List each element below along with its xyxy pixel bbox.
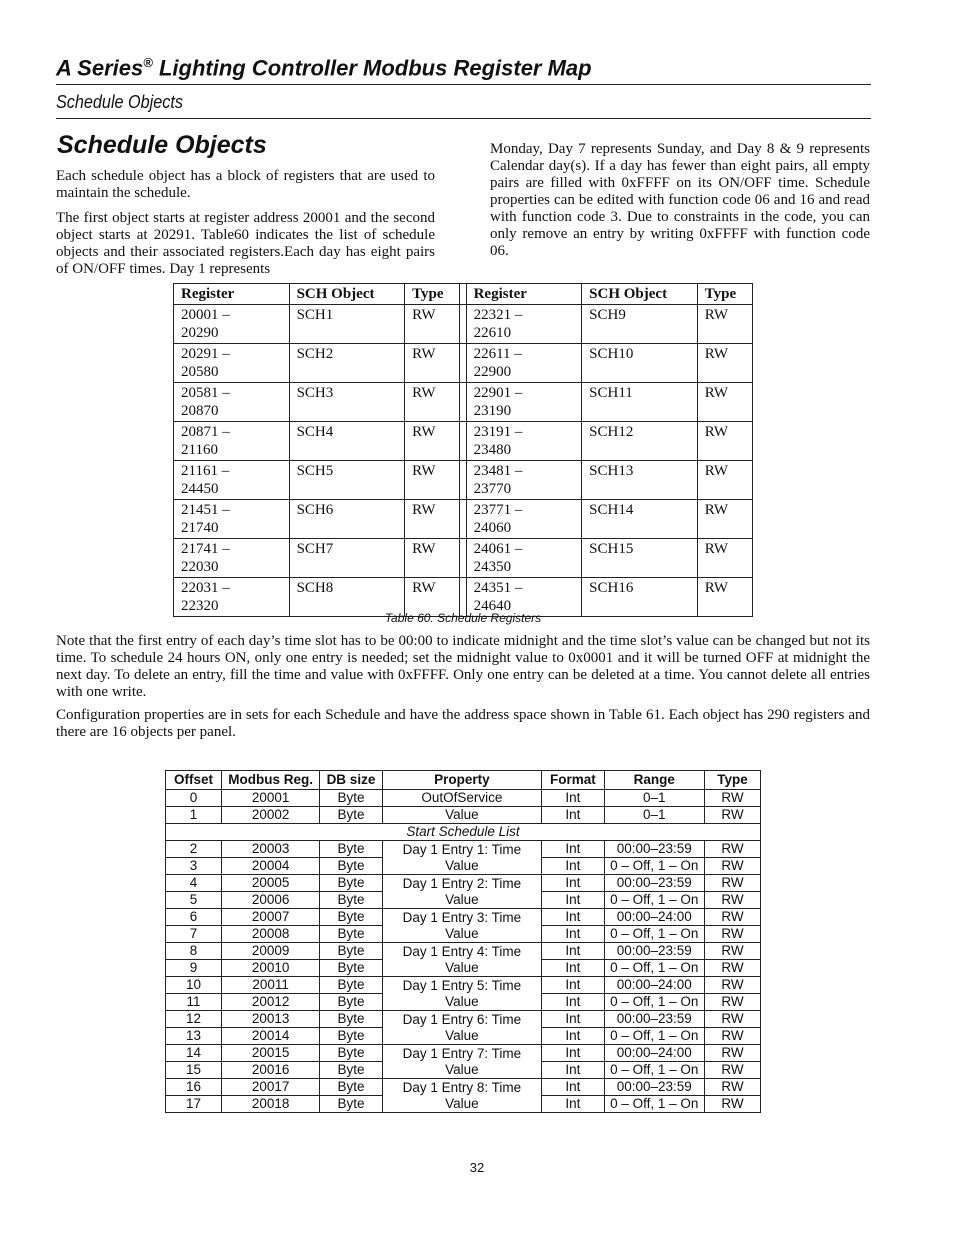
offset-cell: 15 (166, 1062, 222, 1079)
page-number: 32 (469, 1160, 485, 1175)
db-size-cell: Byte (320, 841, 382, 858)
register-range-end: 24450 (181, 481, 219, 497)
offset-cell: 9 (166, 960, 222, 977)
db-size-cell: Byte (320, 807, 382, 824)
table-row (166, 1011, 761, 1028)
table-row (166, 909, 761, 926)
column-header-type: Type (405, 284, 460, 305)
db-size-cell: Byte (320, 875, 382, 892)
format-cell: Int (542, 841, 604, 858)
modbus-reg-cell: 20007 (222, 909, 320, 926)
type-cell: RW (704, 807, 760, 824)
type-cell: RW (704, 1096, 760, 1113)
db-size-cell: Byte (320, 943, 382, 960)
type-cell: RW (697, 344, 752, 383)
db-size-cell: Byte (320, 790, 382, 807)
register-range-start: 24061 – (473, 541, 523, 557)
modbus-reg-cell: 20006 (222, 892, 320, 909)
sch-object-cell: SCH4 (289, 422, 405, 461)
offset-cell: 13 (166, 1028, 222, 1045)
column-header-register: Register (174, 284, 290, 305)
modbus-reg-cell: 20001 (222, 790, 320, 807)
offset-cell: 12 (166, 1011, 222, 1028)
format-cell: Int (542, 960, 604, 977)
format-cell: Int (542, 926, 604, 943)
format-cell: Int (542, 1045, 604, 1062)
table-row (174, 539, 753, 578)
intro-right-column (490, 141, 870, 268)
sch-object-cell: SCH6 (289, 500, 405, 539)
register-range-end: 23770 (473, 481, 512, 497)
property-cell: Day 1 Entry 6: Time Value (382, 1011, 542, 1045)
type-cell: RW (697, 461, 752, 500)
register-range-cell (174, 539, 290, 578)
intro-paragraph-3: Monday, Day 7 represents Sunday, and Day 8 & 9 represents Calendar day(s). If a day has fewer than eight pairs, all empty pairs are filled with 0xFFFF on its ON/OFF time. Schedule properties can be edited with function code 06 and 16 and read with function code 3. Due to constraints in the code, you can only remove an entry by writing 0xFFFF with function code 06. (490, 141, 870, 259)
type-cell: RW (704, 1045, 760, 1062)
format-cell: Int (542, 858, 604, 875)
register-range-start: 22321 – (473, 307, 523, 323)
column-header-register: Register (466, 284, 582, 305)
header-rule-bottom (56, 118, 871, 119)
property-cell: Day 1 Entry 5: Time Value (382, 977, 542, 1011)
format-cell: Int (542, 1096, 604, 1113)
property-cell: Day 1 Entry 2: Time Value (382, 875, 542, 909)
modbus-reg-cell: 20003 (222, 841, 320, 858)
document-header-title (56, 55, 592, 81)
sch-object-cell: SCH12 (582, 422, 698, 461)
offset-cell: 10 (166, 977, 222, 994)
modbus-reg-cell: 20010 (222, 960, 320, 977)
db-size-cell: Byte (320, 1096, 382, 1113)
type-cell: RW (697, 422, 752, 461)
range-cell: 0–1 (604, 790, 704, 807)
sch-object-cell: SCH11 (582, 383, 698, 422)
register-range-cell (466, 383, 582, 422)
offset-cell: 11 (166, 994, 222, 1011)
db-size-cell: Byte (320, 1028, 382, 1045)
offset-cell: 0 (166, 790, 222, 807)
register-range-cell (466, 461, 582, 500)
register-range-end: 23190 (473, 403, 512, 419)
offset-cell: 7 (166, 926, 222, 943)
db-size-cell: Byte (320, 858, 382, 875)
sch-object-cell: SCH7 (289, 539, 405, 578)
offset-cell: 5 (166, 892, 222, 909)
register-range-cell (174, 500, 290, 539)
modbus-reg-cell: 20018 (222, 1096, 320, 1113)
register-range-start: 20581 – (181, 385, 230, 401)
register-range-cell (174, 305, 290, 344)
section-label-cell: Start Schedule List (166, 824, 761, 841)
modbus-reg-cell: 20012 (222, 994, 320, 1011)
offset-cell: 4 (166, 875, 222, 892)
format-cell: Int (542, 892, 604, 909)
type-cell: RW (697, 578, 752, 617)
modbus-reg-cell: 20011 (222, 977, 320, 994)
column-header-sch-object: SCH Object (582, 284, 698, 305)
property-cell: Day 1 Entry 7: Time Value (382, 1045, 542, 1079)
register-range-end: 24350 (473, 559, 512, 575)
type-cell: RW (405, 539, 460, 578)
type-cell: RW (405, 578, 460, 617)
sch-object-cell: SCH5 (289, 461, 405, 500)
modbus-reg-cell: 20004 (222, 858, 320, 875)
type-cell: RW (704, 790, 760, 807)
modbus-reg-cell: 20009 (222, 943, 320, 960)
range-cell: 0 – Off, 1 – On (604, 960, 704, 977)
register-range-start: 20001 – (181, 307, 230, 323)
sch-object-cell: SCH2 (289, 344, 405, 383)
sch-object-cell: SCH13 (582, 461, 698, 500)
db-size-cell: Byte (320, 994, 382, 1011)
sch-object-cell: SCH9 (582, 305, 698, 344)
table-row (166, 807, 761, 824)
register-range-cell (466, 305, 582, 344)
range-cell: 00:00–24:00 (604, 1045, 704, 1062)
section-title: Schedule Objects (57, 131, 267, 159)
column-header-offset: Offset (166, 771, 222, 790)
table-row (174, 500, 753, 539)
table-row (166, 875, 761, 892)
register-range-cell (174, 461, 290, 500)
config-paragraph: Configuration properties are in sets for each Schedule and have the address space shown in Table 61. Each object has 290 registers and there are 16 objects per panel. (56, 707, 870, 740)
table-header-row (174, 284, 753, 305)
column-header-range: Range (604, 771, 704, 790)
register-range-cell (174, 422, 290, 461)
register-range-end: 22320 (181, 598, 219, 614)
register-range-start: 21741 – (181, 541, 230, 557)
sch-object-cell: SCH8 (289, 578, 405, 617)
registered-mark: ® (143, 55, 153, 70)
register-range-start: 22901 – (473, 385, 523, 401)
type-cell: RW (697, 500, 752, 539)
format-cell: Int (542, 1028, 604, 1045)
column-header-db-size: DB size (320, 771, 382, 790)
register-range-start: 21161 – (181, 463, 230, 479)
register-range-end: 20290 (181, 325, 219, 341)
table-header-row (166, 771, 761, 790)
type-cell: RW (405, 305, 460, 344)
format-cell: Int (542, 994, 604, 1011)
format-cell: Int (542, 1079, 604, 1096)
register-range-start: 20291 – (181, 346, 230, 362)
type-cell: RW (704, 1062, 760, 1079)
offset-cell: 1 (166, 807, 222, 824)
register-range-end: 22030 (181, 559, 219, 575)
modbus-reg-cell: 20013 (222, 1011, 320, 1028)
sch-object-cell: SCH10 (582, 344, 698, 383)
note-paragraph: Note that the first entry of each day’s time slot has to be 00:00 to indicate midnight and the time slot’s value can be changed but not its time. To schedule 24 hours ON, only one entry is needed; set the midnight value to 0x0001 and it will be turned OFF at midnight the next day. To delete an entry, fill the time and value with 0xFFFF. Only one entry can be deleted at a time. You cannot delete all entries with one write. (56, 633, 870, 700)
register-range-cell (466, 344, 582, 383)
register-range-end: 22900 (473, 364, 512, 380)
range-cell: 0 – Off, 1 – On (604, 858, 704, 875)
format-cell: Int (542, 1011, 604, 1028)
modbus-reg-cell: 20005 (222, 875, 320, 892)
property-cell: Day 1 Entry 3: Time Value (382, 909, 542, 943)
table-row (166, 943, 761, 960)
type-cell: RW (704, 977, 760, 994)
offset-cell: 2 (166, 841, 222, 858)
table-row (174, 383, 753, 422)
modbus-reg-cell: 20002 (222, 807, 320, 824)
range-cell: 00:00–23:59 (604, 943, 704, 960)
type-cell: RW (704, 994, 760, 1011)
range-cell: 00:00–23:59 (604, 1079, 704, 1096)
header-title-suffix: Lighting Controller Modbus Register Map (152, 55, 592, 81)
modbus-reg-cell: 20008 (222, 926, 320, 943)
intro-paragraph-1: Each schedule object has a block of registers that are used to maintain the schedule. (56, 168, 435, 201)
offset-cell: 8 (166, 943, 222, 960)
format-cell: Int (542, 807, 604, 824)
register-range-start: 22031 – (181, 580, 230, 596)
property-cell: Day 1 Entry 4: Time Value (382, 943, 542, 977)
offset-cell: 6 (166, 909, 222, 926)
column-header-type: Type (704, 771, 760, 790)
db-size-cell: Byte (320, 960, 382, 977)
format-cell: Int (542, 790, 604, 807)
property-cell: Value (382, 807, 542, 824)
table-60-caption: Table 60. Schedule Registers (384, 611, 542, 625)
type-cell: RW (704, 1011, 760, 1028)
range-cell: 0 – Off, 1 – On (604, 926, 704, 943)
type-cell: RW (704, 1028, 760, 1045)
type-cell: RW (405, 500, 460, 539)
register-range-end: 20580 (181, 364, 219, 380)
range-cell: 00:00–23:59 (604, 875, 704, 892)
sch-object-cell: SCH15 (582, 539, 698, 578)
table-row (174, 461, 753, 500)
register-range-end: 24640 (473, 598, 512, 614)
type-cell: RW (697, 383, 752, 422)
register-range-cell (466, 422, 582, 461)
range-cell: 00:00–23:59 (604, 841, 704, 858)
table-row (174, 344, 753, 383)
offset-cell: 16 (166, 1079, 222, 1096)
table-row (174, 422, 753, 461)
modbus-reg-cell: 20014 (222, 1028, 320, 1045)
register-range-end: 23480 (473, 442, 512, 458)
sch-object-cell: SCH16 (582, 578, 698, 617)
range-cell: 0–1 (604, 807, 704, 824)
table-row (166, 1079, 761, 1096)
schedule-registers-table (173, 283, 753, 617)
register-range-end: 21740 (181, 520, 219, 536)
format-cell: Int (542, 943, 604, 960)
type-cell: RW (405, 422, 460, 461)
register-range-end: 22610 (473, 325, 512, 341)
type-cell: RW (704, 960, 760, 977)
register-range-cell (174, 383, 290, 422)
db-size-cell: Byte (320, 909, 382, 926)
register-range-end: 21160 (181, 442, 218, 458)
range-cell: 0 – Off, 1 – On (604, 994, 704, 1011)
register-range-start: 22611 – (473, 346, 522, 362)
register-range-start: 23481 – (473, 463, 523, 479)
type-cell: RW (697, 539, 752, 578)
modbus-reg-cell: 20015 (222, 1045, 320, 1062)
modbus-reg-cell: 20017 (222, 1079, 320, 1096)
type-cell: RW (704, 875, 760, 892)
column-header-type: Type (697, 284, 752, 305)
register-range-start: 23771 – (473, 502, 523, 518)
property-cell: Day 1 Entry 1: Time Value (382, 841, 542, 875)
type-cell: RW (704, 909, 760, 926)
sch-object-cell: SCH1 (289, 305, 405, 344)
table-row (174, 305, 753, 344)
sch-object-cell: SCH3 (289, 383, 405, 422)
modbus-reg-cell: 20016 (222, 1062, 320, 1079)
format-cell: Int (542, 909, 604, 926)
register-range-start: 24351 – (473, 580, 523, 596)
type-cell: RW (405, 344, 460, 383)
type-cell: RW (704, 926, 760, 943)
db-size-cell: Byte (320, 892, 382, 909)
format-cell: Int (542, 875, 604, 892)
type-cell: RW (704, 1079, 760, 1096)
register-range-cell (466, 539, 582, 578)
db-size-cell: Byte (320, 1011, 382, 1028)
db-size-cell: Byte (320, 1062, 382, 1079)
type-cell: RW (405, 461, 460, 500)
db-size-cell: Byte (320, 1045, 382, 1062)
db-size-cell: Byte (320, 1079, 382, 1096)
db-size-cell: Byte (320, 977, 382, 994)
section-row (166, 824, 761, 841)
offset-cell: 14 (166, 1045, 222, 1062)
intro-paragraph-2: The first object starts at register address 20001 and the second object starts at 20291. Table60 indicates the list of schedule objects and their associated registers.Each day has eight pairs of ON/OFF times. Day 1 represents (56, 210, 435, 277)
header-subtitle: Schedule Objects (56, 92, 183, 112)
sch-object-cell: SCH14 (582, 500, 698, 539)
register-range-cell (466, 500, 582, 539)
column-header-modbus-reg: Modbus Reg. (222, 771, 320, 790)
property-cell: Day 1 Entry 8: Time Value (382, 1079, 542, 1113)
type-cell: RW (704, 841, 760, 858)
schedule-properties-table (165, 770, 761, 1113)
intro-left-column (56, 168, 435, 286)
column-header-format: Format (542, 771, 604, 790)
table-row (166, 790, 761, 807)
column-header-sch-object: SCH Object (289, 284, 405, 305)
property-cell: OutOfService (382, 790, 542, 807)
type-cell: RW (405, 383, 460, 422)
register-range-start: 23191 – (473, 424, 523, 440)
range-cell: 0 – Off, 1 – On (604, 892, 704, 909)
table-row (166, 1045, 761, 1062)
header-rule-top (56, 84, 871, 85)
format-cell: Int (542, 1062, 604, 1079)
type-cell: RW (704, 943, 760, 960)
type-cell: RW (697, 305, 752, 344)
range-cell: 00:00–24:00 (604, 909, 704, 926)
register-range-start: 21451 – (181, 502, 230, 518)
table-row (166, 977, 761, 994)
register-range-end: 24060 (473, 520, 512, 536)
header-title-prefix: A Series (56, 55, 144, 81)
type-cell: RW (704, 858, 760, 875)
format-cell: Int (542, 977, 604, 994)
range-cell: 0 – Off, 1 – On (604, 1096, 704, 1113)
range-cell: 0 – Off, 1 – On (604, 1028, 704, 1045)
column-header-property: Property (382, 771, 542, 790)
db-size-cell: Byte (320, 926, 382, 943)
range-cell: 00:00–23:59 (604, 1011, 704, 1028)
register-range-end: 20870 (181, 403, 219, 419)
offset-cell: 17 (166, 1096, 222, 1113)
type-cell: RW (704, 892, 760, 909)
range-cell: 0 – Off, 1 – On (604, 1062, 704, 1079)
offset-cell: 3 (166, 858, 222, 875)
register-range-start: 20871 – (181, 424, 230, 440)
table-row (166, 841, 761, 858)
register-range-cell (174, 344, 290, 383)
range-cell: 00:00–24:00 (604, 977, 704, 994)
